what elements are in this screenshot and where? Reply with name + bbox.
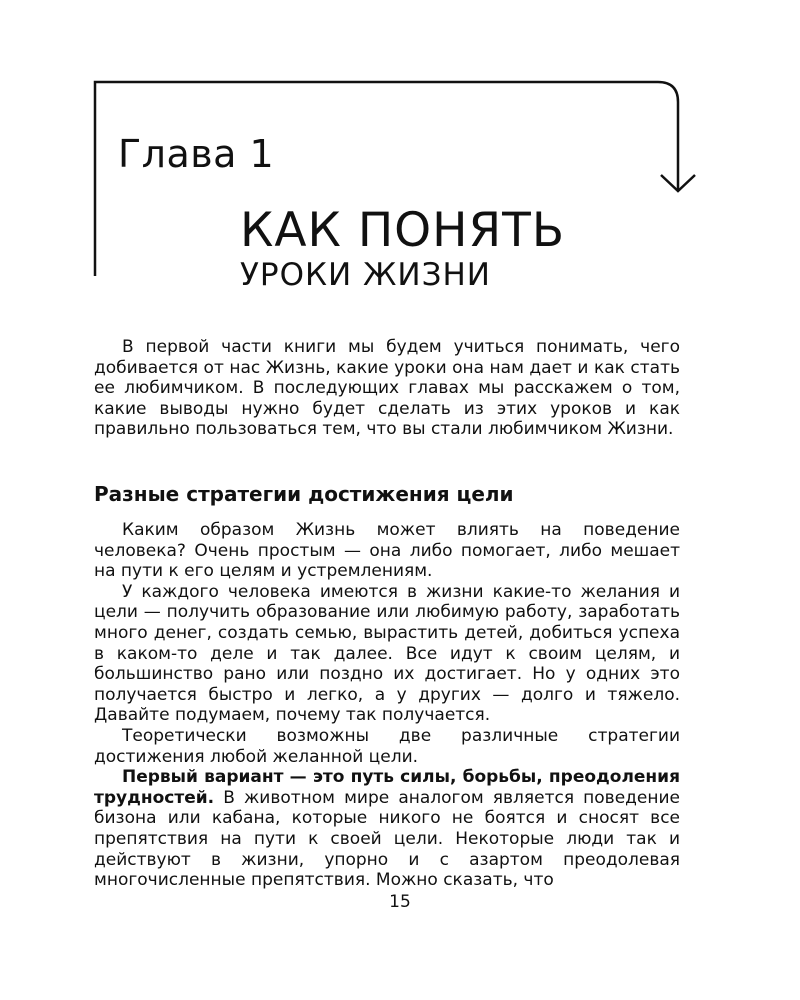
- paragraph-3: Теоретически возможны две различные стратегии достижения любой желанной цели.: [94, 725, 680, 767]
- page-number: 15: [389, 892, 411, 912]
- section-body: [94, 520, 680, 891]
- chapter-label: Глава 1: [118, 132, 275, 176]
- paragraph-2: У каждого человека имеются в жизни какие-то желания и цели — получить образование или любимую работу, заработать много денег, создать семью, вырастить детей, добиться успеха в каком-то деле и так далее. Все идут к своим целям, и большинство рано или поздно их достигает. Но у одних это получается быстро и легко, а у других — долго и тяжело. Давайте подумаем, почему так получается.: [94, 581, 680, 726]
- section-heading: Разные стратегии достижения цели: [94, 482, 514, 506]
- paragraph-1: Каким образом Жизнь может влиять на поведение человека? Очень простым — она либо помогает, либо мешает на пути к его целям и устремлениям.: [94, 520, 680, 582]
- paragraph-4-rest: В животном мире аналогом является поведение бизона или кабана, которые никого не боятся и сносят все препятствия на пути к своей цели. Некоторые люди так и действуют в жизни, упорно и с азартом преодолевая многочисленные препятствия. Можно сказать, что: [94, 787, 680, 891]
- paragraph-4-bold: Первый вариант — это путь силы, борьбы, преодоления трудностей.: [94, 767, 680, 808]
- chapter-subtitle: УРОКИ ЖИЗНИ: [240, 257, 491, 293]
- intro-text: [94, 337, 680, 440]
- chapter-title: КАК ПОНЯТЬ: [240, 203, 566, 258]
- intro-paragraph: В первой части книги мы будем учиться понимать, чего добивается от нас Жизнь, какие уроки она нам дает и как стать ее любимчиком. В последующих главах мы расскажем о том, какие выводы нужно будет сделать из этих уроков и как правильно пользоваться тем, что вы стали любимчиком Жизни.: [94, 337, 680, 440]
- paragraph-4: [94, 767, 680, 891]
